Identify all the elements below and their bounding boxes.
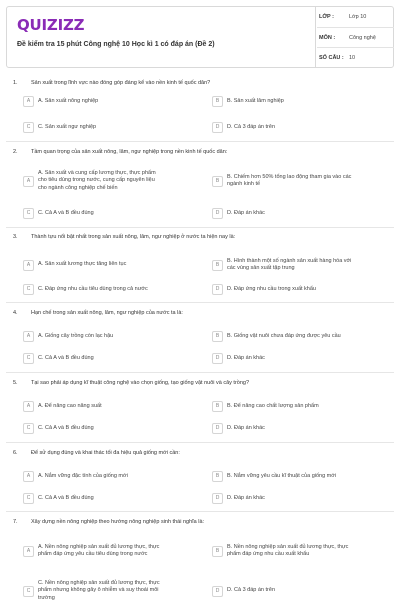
option-text xyxy=(227,258,351,273)
answer-option-c[interactable] xyxy=(23,122,198,133)
option-text-line: B. Chiếm hơn 50% tổng lao động tham gia vào các xyxy=(227,173,352,180)
option-text xyxy=(227,174,351,189)
question-text: Tại sao phải áp dụng kĩ thuật công nghệ vào chọn giống, tạo giống vật nuôi và cây trồng? xyxy=(31,380,250,386)
question-separator xyxy=(6,442,394,443)
option-letter-badge: B xyxy=(212,546,223,557)
option-text-line: A. Giống cây trồng còn lạc hậu xyxy=(38,332,114,339)
option-text-line: D. Đáp án khác xyxy=(227,354,265,361)
answer-option-c[interactable] xyxy=(23,353,198,364)
option-text xyxy=(38,355,94,363)
question-text: Thành tựu nổi bật nhất trong sản xuất nông, lâm, ngư nghiệp ở nước ta hiện nay là: xyxy=(31,234,236,240)
option-letter-badge: D xyxy=(212,122,223,133)
option-letter-badge: B xyxy=(212,96,223,107)
answer-option-c[interactable] xyxy=(23,577,198,600)
question-7 xyxy=(13,519,393,529)
answer-option-a[interactable] xyxy=(23,471,198,482)
question-number: 5. xyxy=(13,380,18,386)
question-separator xyxy=(6,302,394,303)
option-text-line: B. Giống vật nuôi chưa đáp ứng được yêu cầu xyxy=(227,332,341,339)
option-text xyxy=(38,580,160,600)
option-text xyxy=(227,403,319,411)
option-text xyxy=(227,495,265,503)
option-text xyxy=(38,473,128,481)
answer-option-d[interactable] xyxy=(212,493,387,504)
question-separator xyxy=(6,372,394,373)
option-text-line: B. Nền nông nghiệp sản xuất đủ lương thực, thực xyxy=(227,543,349,550)
option-letter-badge: C xyxy=(23,122,34,133)
quizizz-logo: QUIZIZZ xyxy=(17,16,85,34)
question-4 xyxy=(13,310,393,320)
answer-option-b[interactable] xyxy=(212,331,387,342)
question-stem xyxy=(13,234,393,244)
answer-option-b[interactable] xyxy=(212,96,387,107)
option-text-line: cho ngành công nghiệp chế biến xyxy=(38,184,118,191)
option-letter-badge: D xyxy=(212,423,223,434)
option-letter-badge: D xyxy=(212,284,223,295)
answer-option-c[interactable] xyxy=(23,423,198,434)
option-text xyxy=(227,210,265,218)
option-letter-badge: A xyxy=(23,96,34,107)
option-text xyxy=(38,425,94,433)
question-text: Xây dựng nền nông nghiệp theo hướng nông nghiệp sinh thái nghĩa là: xyxy=(31,519,205,525)
option-letter-badge: A xyxy=(23,176,34,187)
option-text xyxy=(227,98,284,106)
option-text-line: phẩm đáp ứng nhu cầu xuất khẩu xyxy=(227,551,310,557)
option-text-line: C. Cả A và B đều đúng xyxy=(38,354,94,361)
option-text xyxy=(38,495,94,503)
option-text-line: ngành kinh tế xyxy=(227,181,261,187)
option-letter-badge: C xyxy=(23,353,34,364)
option-text-line: D. Cả 3 đáp án trên xyxy=(227,123,276,130)
answer-option-c[interactable] xyxy=(23,284,198,295)
option-letter-badge: B xyxy=(212,176,223,187)
option-letter-badge: C xyxy=(23,208,34,219)
option-letter-badge: C xyxy=(23,423,34,434)
option-text xyxy=(38,333,113,341)
answer-option-d[interactable] xyxy=(212,208,387,219)
option-text-line: các vùng sản xuất tập trung xyxy=(227,265,295,271)
option-text-line: phẩm đáp ứng yêu cầu tiêu dùng trong nước xyxy=(38,551,148,557)
answer-option-d[interactable] xyxy=(212,353,387,364)
option-letter-badge: A xyxy=(23,260,34,271)
answer-option-d[interactable] xyxy=(212,284,387,295)
answer-option-b[interactable] xyxy=(212,401,387,412)
answer-option-b[interactable] xyxy=(212,541,387,561)
answer-option-a[interactable] xyxy=(23,255,198,275)
worksheet-title: Đề kiểm tra 15 phút Công nghệ 10 Học kì 1 có đáp án (Đề 2) xyxy=(17,41,215,48)
meta-class-label: LỚP : xyxy=(319,14,334,20)
question-stem xyxy=(13,380,393,390)
option-text xyxy=(38,124,96,132)
option-text xyxy=(227,333,341,341)
option-letter-badge: C xyxy=(23,493,34,504)
answer-option-a[interactable] xyxy=(23,331,198,342)
option-text-line: trường xyxy=(38,594,55,600)
answer-option-d[interactable] xyxy=(212,423,387,434)
question-number: 6. xyxy=(13,450,18,456)
option-text-line: D. Đáp ứng nhu cầu trong xuất khẩu xyxy=(227,285,316,292)
option-letter-badge: D xyxy=(212,353,223,364)
answer-option-b[interactable] xyxy=(212,167,387,195)
meta-class xyxy=(317,7,394,27)
question-number: 3. xyxy=(13,234,18,240)
question-number: 2. xyxy=(13,149,18,155)
answer-option-a[interactable] xyxy=(23,541,198,561)
meta-subject xyxy=(317,27,394,47)
option-text-line: B. Hình thành một số ngành sản xuất hàng hóa với xyxy=(227,257,352,264)
option-text-line: A. Sản xuất và cung cấp lương thực, thực phẩm xyxy=(38,169,156,176)
option-letter-badge: B xyxy=(212,471,223,482)
question-6 xyxy=(13,450,393,460)
option-text-line: D. Cả 3 đáp án trên xyxy=(227,587,276,594)
question-5 xyxy=(13,380,393,390)
option-text xyxy=(38,286,148,294)
question-stem xyxy=(13,310,393,320)
answer-option-c[interactable] xyxy=(23,208,198,219)
option-text-line: B. Để nâng cao chất lượng sản phẩm xyxy=(227,402,319,409)
question-stem xyxy=(13,80,393,90)
option-letter-badge: D xyxy=(212,208,223,219)
option-text-line: C. Đáp ứng nhu cầu tiêu dùng trong cả nước xyxy=(38,285,148,292)
option-text-line: D. Đáp án khác xyxy=(227,494,265,501)
option-text-line: C. Cả A và B đều đúng xyxy=(38,209,94,216)
meta-count-label: SỐ CÂU : xyxy=(319,55,344,61)
question-separator xyxy=(6,511,394,512)
option-text xyxy=(38,261,126,269)
answer-option-a[interactable] xyxy=(23,167,198,195)
option-text-line: D. Đáp án khác xyxy=(227,424,265,431)
question-separator xyxy=(6,227,394,228)
option-text xyxy=(227,473,336,481)
question-text: Tầm quan trọng của sản xuất nông, lâm, ngư nghiệp trong nền kinh tế quốc dân: xyxy=(31,149,228,155)
option-text xyxy=(227,124,275,132)
meta-class-value: Lớp 10 xyxy=(349,14,367,20)
question-text: Để sử dụng đúng và khai thác tối đa hiệu quả giống mới cần: xyxy=(31,450,180,456)
answer-option-c[interactable] xyxy=(23,493,198,504)
meta-count xyxy=(317,47,394,67)
option-letter-badge: D xyxy=(212,493,223,504)
option-text xyxy=(227,355,265,363)
option-letter-badge: B xyxy=(212,401,223,412)
option-text xyxy=(227,544,348,559)
option-text-line: A. Nền nông nghiệp sản xuất đủ lương thực, thực xyxy=(38,543,160,550)
option-text-line: C. Sản xuất ngư nghiệp xyxy=(38,123,97,130)
option-text-line: C. Nền nông nghiệp sản xuất đủ lương thực, thực xyxy=(38,579,160,586)
option-letter-badge: A xyxy=(23,546,34,557)
meta-subject-label: MÔN : xyxy=(319,35,336,41)
option-text xyxy=(38,170,156,193)
option-text-line: B. Sản xuất lâm nghiệp xyxy=(227,97,284,104)
option-text xyxy=(38,210,94,218)
option-letter-badge: A xyxy=(23,331,34,342)
answer-option-a[interactable] xyxy=(23,401,198,412)
worksheet-header xyxy=(6,6,394,68)
option-text-line: A. Sản xuất lương thực tăng liên tục xyxy=(38,261,127,268)
option-letter-badge: A xyxy=(23,401,34,412)
option-text xyxy=(38,98,98,106)
option-text-line: A. Sản xuất nông nghiệp xyxy=(38,97,99,104)
option-letter-badge: D xyxy=(212,586,223,597)
option-text xyxy=(227,587,275,595)
question-number: 7. xyxy=(13,519,18,525)
option-letter-badge: B xyxy=(212,331,223,342)
option-text-line: C. Cả A và B đều đúng xyxy=(38,424,94,431)
question-3 xyxy=(13,234,393,244)
option-text-line: D. Đáp án khác xyxy=(227,209,265,216)
answer-option-b[interactable] xyxy=(212,471,387,482)
option-letter-badge: A xyxy=(23,471,34,482)
header-divider xyxy=(315,7,316,67)
question-2 xyxy=(13,149,393,159)
question-number: 4. xyxy=(13,310,18,316)
option-text xyxy=(227,286,316,294)
answer-option-a[interactable] xyxy=(23,96,198,107)
question-stem xyxy=(13,149,393,159)
option-text xyxy=(38,544,159,559)
answer-option-d[interactable] xyxy=(212,122,387,133)
option-text-line: cho tiêu dùng trong nước, cung cấp nguyên liệu xyxy=(38,177,155,184)
option-text-line: B. Nắm vững yêu cầu kĩ thuật của giống mới xyxy=(227,472,337,479)
option-letter-badge: B xyxy=(212,260,223,271)
question-number: 1. xyxy=(13,80,18,86)
option-text xyxy=(38,403,102,411)
question-text: Sản xuất trong lĩnh vực nào đóng góp đáng kể vào nền kinh tế quốc dân? xyxy=(31,80,211,86)
answer-option-b[interactable] xyxy=(212,255,387,275)
option-text-line: A. Để nâng cao năng suất xyxy=(38,402,102,409)
meta-count-value: 10 xyxy=(349,55,356,61)
meta-subject-value: Công nghệ xyxy=(349,35,376,41)
option-text-line: C. Cả A và B đều đúng xyxy=(38,494,94,501)
question-stem xyxy=(13,450,393,460)
question-stem xyxy=(13,519,393,529)
option-text xyxy=(227,425,265,433)
question-separator xyxy=(6,141,394,142)
option-letter-badge: C xyxy=(23,586,34,597)
answer-option-d[interactable] xyxy=(212,577,387,600)
option-text-line: A. Nắm vững đặc tính của giống mới xyxy=(38,472,128,479)
question-text: Hạn chế trong sản xuất nông, lâm, ngư nghiệp của nước ta là: xyxy=(31,310,183,316)
option-text-line: phẩm nhưng không gây ô nhiễm và suy thoái môi xyxy=(38,587,159,594)
question-1 xyxy=(13,80,393,90)
option-letter-badge: C xyxy=(23,284,34,295)
